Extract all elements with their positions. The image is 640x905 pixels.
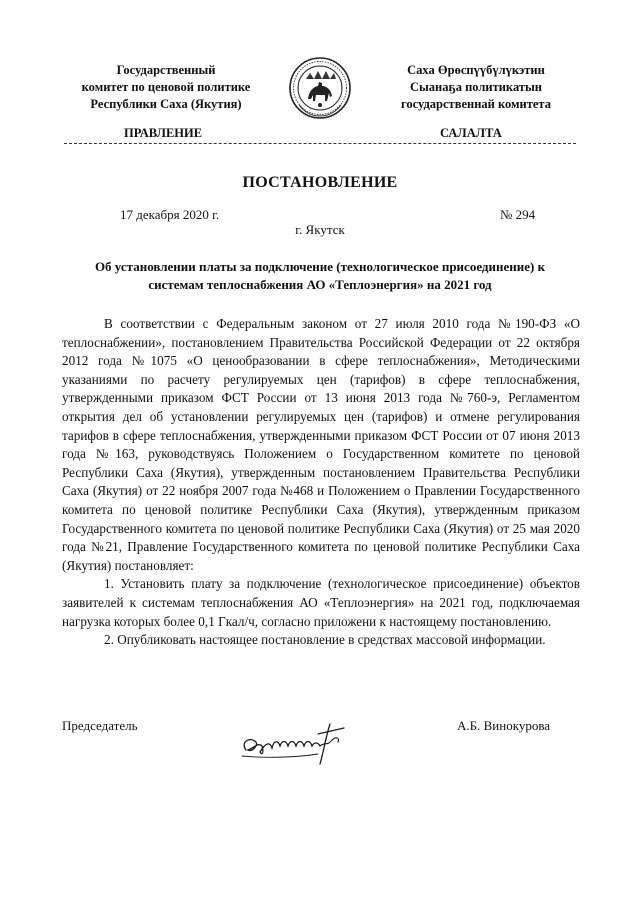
- body-item-1: 1. Установить плату за подключение (технологическое присоединение) объектов заявителей к системам теплоснабжения АО «Теплоэнергия» на 2021 год, подключаемая нагрузка которых более 0,1 Гкал/ч, согласно приложени к настоящему постановлению.: [62, 576, 580, 629]
- document-subject: Об установлении платы за подключение (технологическое присоединение) к системам теплоснабжения АО «Теплоэнергия» на 2021 год: [94, 259, 546, 292]
- document-date: 17 декабря 2020 г.: [120, 207, 220, 222]
- document-title: ПОСТАНОВЛЕНИЕ: [242, 174, 398, 191]
- header-left-line-1: Государственный: [116, 63, 216, 77]
- board-label-russian: ПРАВЛЕНИЕ: [124, 126, 203, 140]
- header-right-block: [370, 62, 582, 113]
- document-number: № 294: [500, 207, 536, 222]
- signatory-title: Председатель: [62, 718, 138, 733]
- body-item-2: 2. Опубликовать настоящее постановление в средствах массовой информации.: [104, 632, 546, 648]
- handwritten-signature-icon: [232, 712, 362, 770]
- header-left-line-3: Республики Саха (Якутия): [90, 97, 242, 111]
- header-right-line-3: государственнай комитета: [401, 97, 551, 111]
- signatory-name: А.Б. Винокурова: [457, 718, 551, 733]
- document-body: [62, 315, 580, 650]
- header-left-line-2: комитет по ценовой политике: [81, 80, 251, 94]
- board-label-yakut: САЛАЛТА: [440, 126, 502, 140]
- body-preamble: В соответствии с Федеральным законом от 27 июля 2010 года №190-ФЗ «О теплоснабжении», постановлением Правительства Российской Федерации от 22 октября 2012 года №1075 «О ценообразовании в сфере теплоснабжения», Методическими указаниями по расчету регулируемых цен (тарифов) в сфере теплоснабжения, утвержденными приказом ФСТ России от 13 июня 2013 года №760-э, Регламентом открытия дел об установлении регулируемых цен (тарифов) и отмене регулирования тарифов в сфере теплоснабжения, утвержденными приказом ФСТ России от 07 июня 2013 года №163, руководствуясь Положением о Государственном комитете по ценовой Республики Саха (Якутия), утвержденным постановлением Правительства Республики Саха (Якутия) от 22 ноября 2007 года №468 и Положением о Правлении Государственного комитета по ценовой политике Республики Саха (Якутия), утвержденным приказом Государственного комитета по ценовой политике Республики Саха (Якутия) от 25 мая 2020 года №21, Правление Государственного комитета по ценовой политике Республики Саха (Якутия) постановляет:: [62, 316, 580, 573]
- header-divider: [64, 143, 576, 144]
- header-right-line-2: Сыанаҕа политикатын: [410, 80, 542, 94]
- document-city: г. Якутск: [295, 222, 345, 237]
- header-left-block: [60, 62, 272, 113]
- sakha-emblem-icon: [289, 55, 351, 121]
- header-right-line-1: Саха Өрөспүүбүлүкэтин: [407, 63, 545, 77]
